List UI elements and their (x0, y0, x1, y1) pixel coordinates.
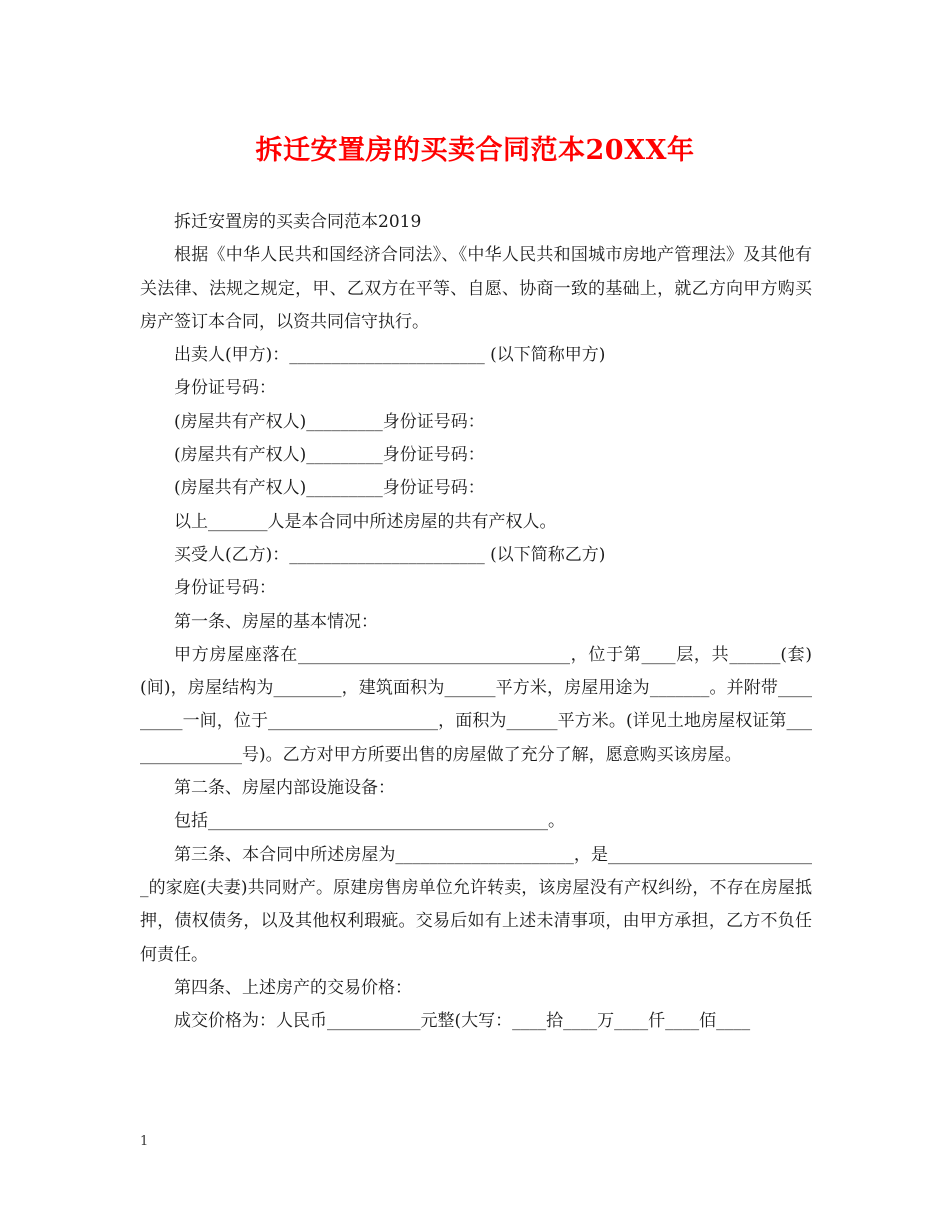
paragraph-article-4-heading: 第四条、上述房产的交易价格： (174, 977, 412, 998)
paragraph-article-4-price: 成交价格为：人民币___________元整(大写：____拾____万____仟____佰____ (174, 1011, 751, 1032)
paragraph-co-owner-3: (房屋共有产权人)_________身份证号码： (174, 478, 485, 499)
paragraph-subtitle: 拆迁安置房的买卖合同范本2019 (174, 212, 422, 232)
paragraph-co-owners-note: 以上_______人是本合同中所述房屋的共有产权人。 (174, 511, 557, 532)
document-title: 拆迁安置房的买卖合同范本20XX年 (255, 135, 695, 166)
paragraph-co-owner-1: (房屋共有产权人)_________身份证号码： (174, 411, 485, 432)
paragraph-preamble: 根据《中华人民共和国经济合同法》、《中华人民共和国城市房地产管理法》及其他有关法律、法规之规定，甲、乙双方在平等、自愿、协商一致的基础上，就乙方向甲方购买房产签订本合同，以资共同信守执行。 (140, 245, 812, 332)
document-body (140, 206, 812, 1038)
paragraph-article-2-body: 包括________________________________________。 (174, 811, 565, 832)
paragraph-seller: 出卖人(甲方)：_______________________ (以下简称甲方) (174, 345, 606, 366)
paragraph-co-owner-2: (房屋共有产权人)_________身份证号码： (174, 445, 485, 466)
paragraph-article-3: 第三条、本合同中所述房屋为_____________________，是_________________________的家庭(夫妻)共同财产。原建房售房单位允许转卖，该房屋没有产权纠纷，不存在房屋抵押，债权债务，以及其他权利瑕疵。交易后如有上述未清事项，由甲方承担，乙方不负任何责任。 (140, 844, 812, 965)
paragraph-article-1-body: 甲方房屋座落在________________________________，位于第____层，共______(套)(间)，房屋结构为________，建筑面积为______平方米，房屋用途为_______。并附带_________一间，位于____________________，面积为______平方米。(详见土地房屋权证第_______________号)。乙方对甲方所要出售的房屋做了充分了解，愿意购买该房屋。 (140, 644, 812, 765)
paragraph-article-2-heading: 第二条、房屋内部设施设备： (174, 778, 395, 799)
paragraph-buyer-id: 身份证号码： (174, 578, 276, 599)
paragraph-article-1-heading: 第一条、房屋的基本情况： (174, 611, 378, 632)
paragraph-seller-id: 身份证号码： (174, 378, 276, 399)
page-number: 1 (140, 1134, 149, 1149)
paragraph-buyer: 买受人(乙方)：_______________________ (以下简称乙方) (174, 544, 606, 565)
